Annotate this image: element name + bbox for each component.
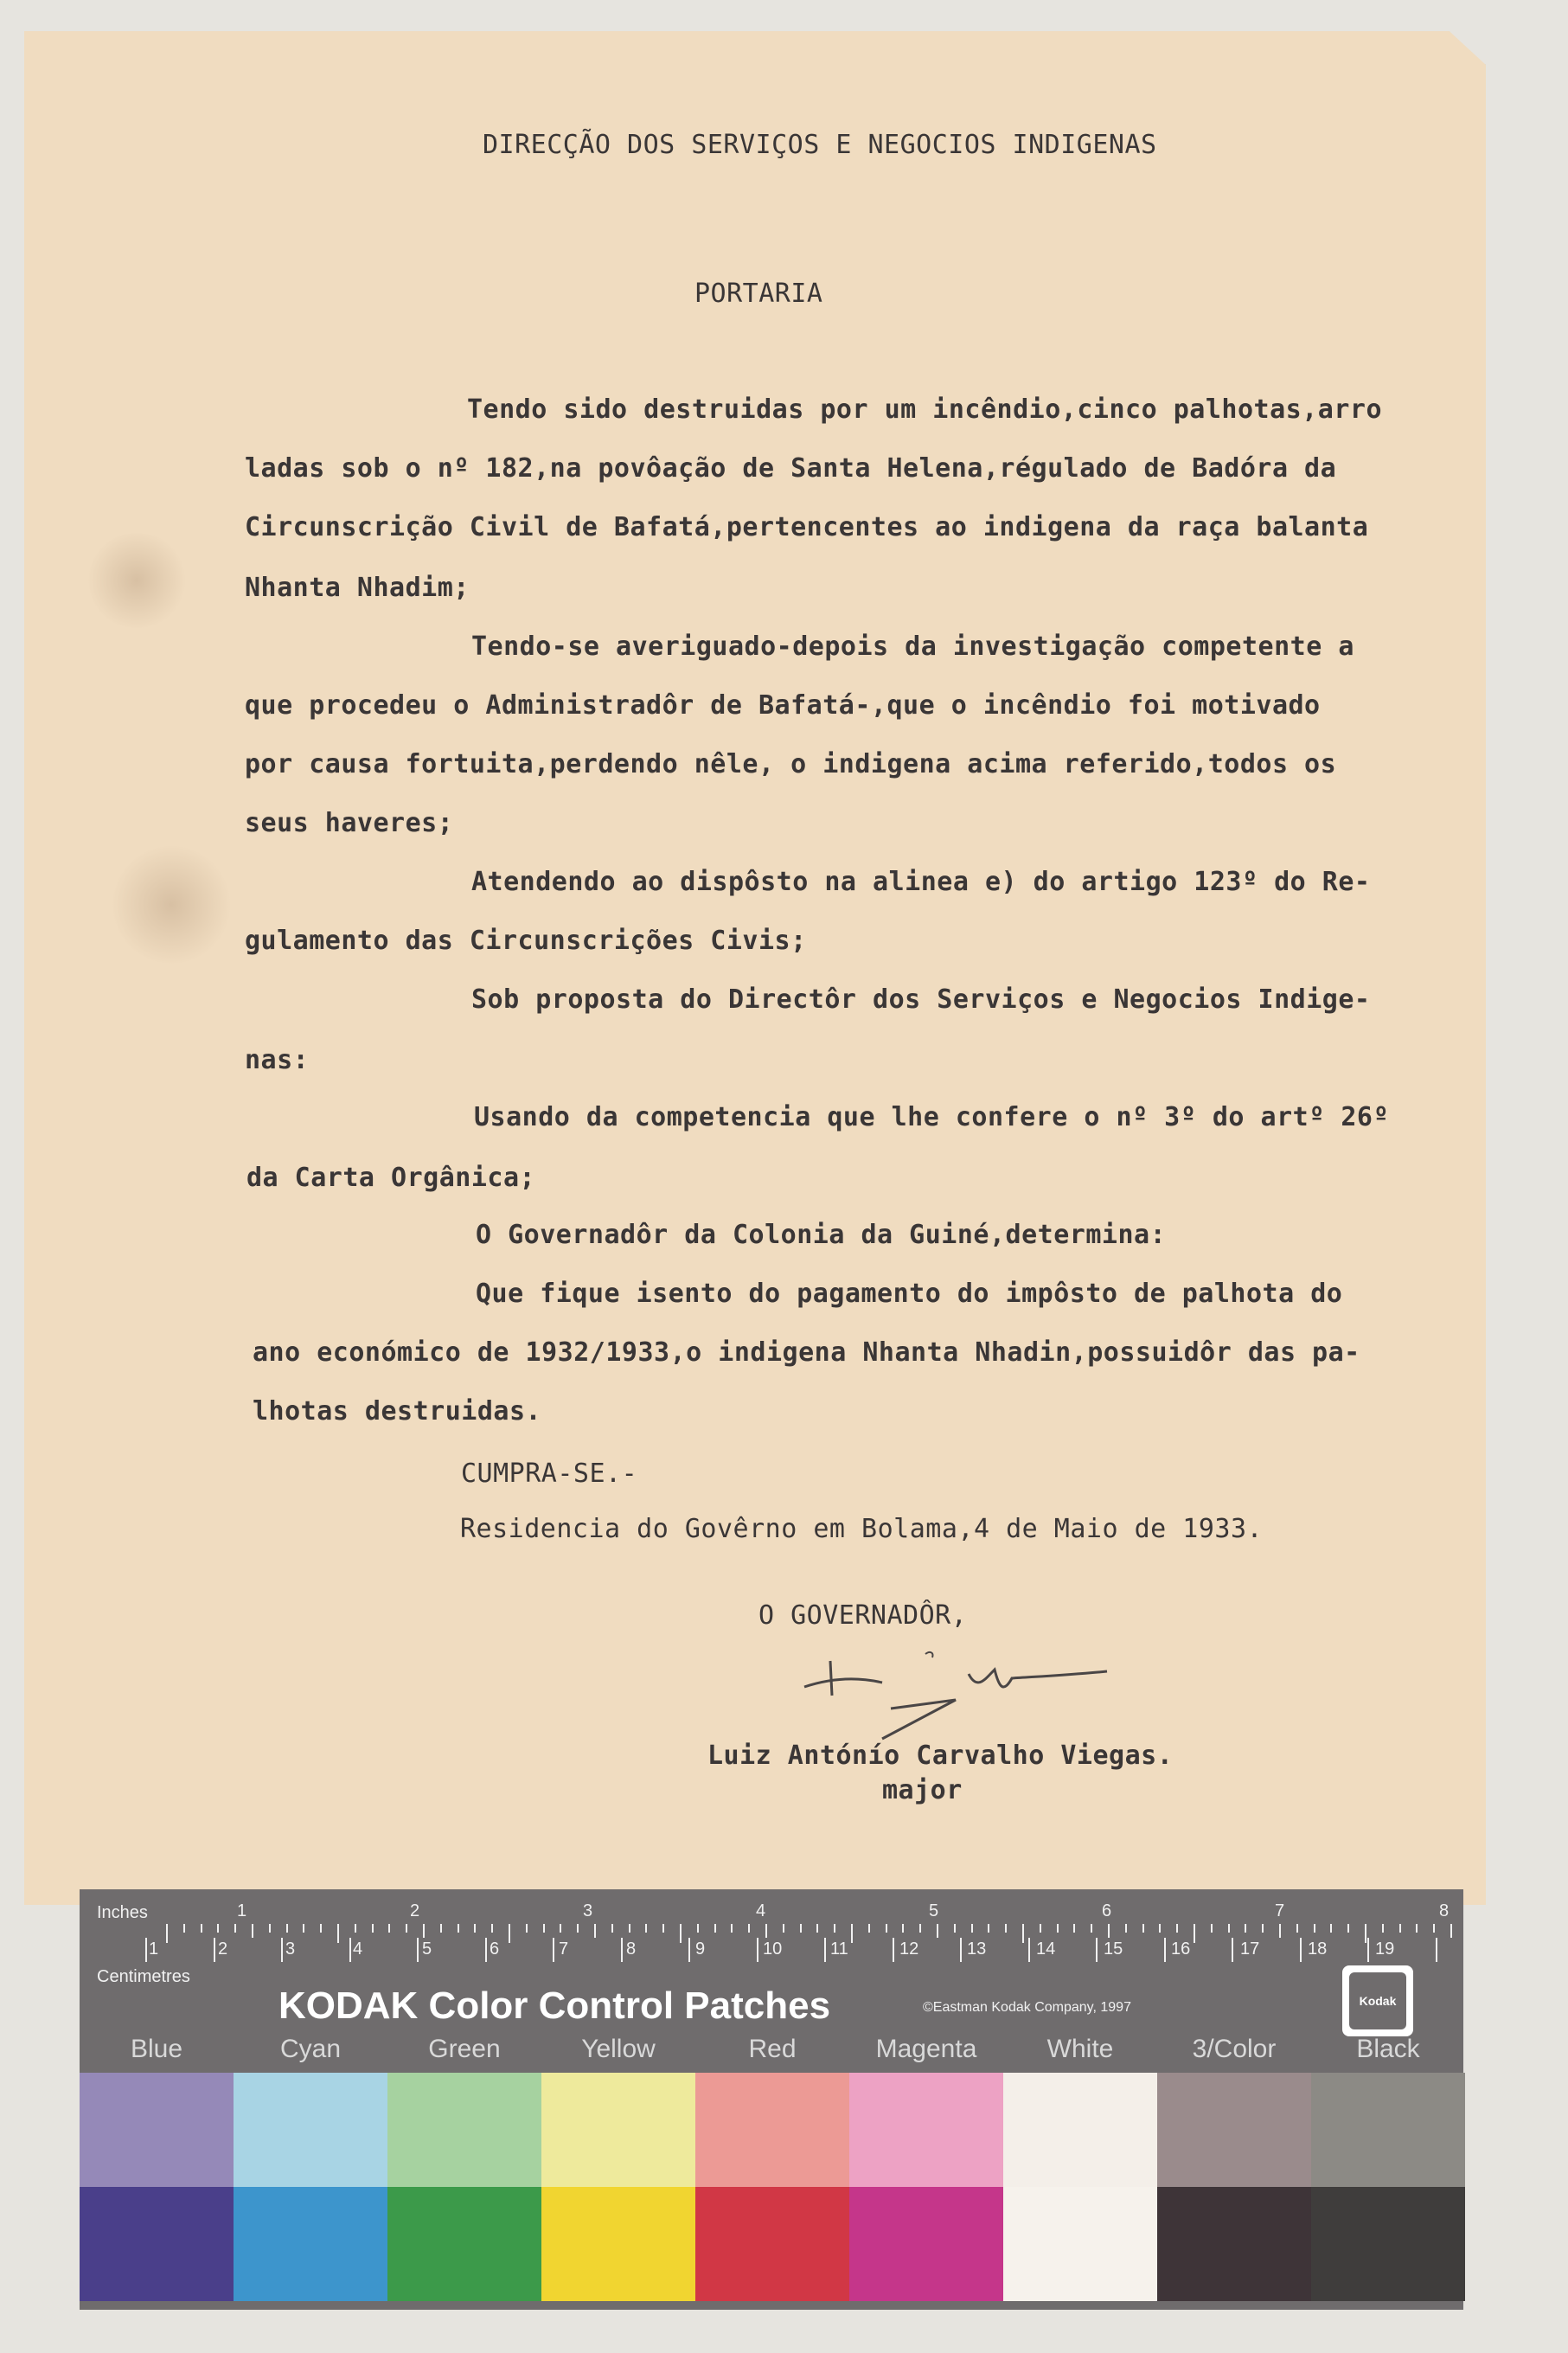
inch-tick — [971, 1924, 973, 1933]
inch-tick — [577, 1924, 579, 1933]
cm-tick — [757, 1938, 758, 1962]
cm-tick — [145, 1938, 147, 1962]
inch-tick — [594, 1924, 596, 1938]
patch-name-green: Green — [428, 2035, 501, 2063]
centimetre-ruler — [80, 1933, 1463, 1986]
cumpra-se-line: CUMPRA-SE.- — [461, 1459, 638, 1489]
paper-stain — [85, 533, 189, 628]
body-line: ladas sob o nº 182,na povôação de Santa Helena,régulado de Badóra da — [245, 453, 1337, 484]
inch-tick — [201, 1924, 202, 1933]
patch-green-bottom — [387, 2187, 541, 2301]
kodak-title: KODAK Color Control Patches — [278, 1984, 831, 2027]
inch-tick — [217, 1924, 219, 1933]
inch-tick — [1194, 1924, 1195, 1943]
body-line: Usando da competencia que lhe confere o nº 3º do artº 26º — [474, 1102, 1390, 1132]
inch-tick — [611, 1924, 613, 1933]
inch-number: 4 — [756, 1901, 766, 1920]
inch-tick — [851, 1924, 853, 1943]
cm-number: 13 — [967, 1939, 987, 1959]
inch-tick — [662, 1924, 664, 1933]
inch-tick — [1416, 1924, 1418, 1933]
inch-tick — [406, 1924, 407, 1933]
inch-tick — [355, 1924, 356, 1933]
inch-tick — [440, 1924, 442, 1933]
inch-tick — [560, 1924, 561, 1933]
cm-tick — [417, 1938, 419, 1962]
signature — [796, 1644, 1124, 1747]
cm-tick — [1028, 1938, 1030, 1962]
patch-cyan-bottom — [234, 2187, 387, 2301]
inch-tick — [731, 1924, 733, 1933]
cm-number: 3 — [285, 1939, 296, 1959]
document-header: DIRECÇÃO DOS SERVIÇOS E NEGOCIOS INDIGENAS — [483, 130, 1157, 160]
cm-tick — [688, 1938, 690, 1962]
inch-tick — [491, 1924, 493, 1933]
inch-number: 8 — [1439, 1901, 1450, 1920]
inches-label: Inches — [97, 1903, 148, 1922]
inch-tick — [1022, 1924, 1024, 1943]
inch-tick — [834, 1924, 835, 1933]
inch-number: 3 — [583, 1901, 593, 1920]
inch-tick — [509, 1924, 510, 1943]
cm-number: 9 — [695, 1939, 706, 1959]
patch-yellow-top — [541, 2073, 695, 2187]
inch-tick — [629, 1924, 630, 1933]
patch-red-bottom — [695, 2187, 849, 2301]
body-line: O Governadôr da Colonia da Guiné,determina: — [476, 1220, 1167, 1250]
body-line: Nhanta Nhadim; — [245, 573, 470, 603]
inch-tick — [1040, 1924, 1041, 1933]
cm-number: 4 — [353, 1939, 363, 1959]
cm-tick — [1367, 1938, 1369, 1962]
inch-tick — [166, 1924, 168, 1943]
date-line: Residencia do Govêrno em Bolama,4 de Maio de 1933. — [460, 1514, 1264, 1544]
cm-number: 19 — [1375, 1939, 1395, 1959]
inch-tick — [474, 1924, 476, 1933]
cm-number: 18 — [1308, 1939, 1328, 1959]
patch-cyan-top — [234, 2073, 387, 2187]
signatory-rank: major — [882, 1775, 963, 1805]
patch-green-top — [387, 2073, 541, 2187]
cm-tick — [621, 1938, 623, 1962]
inch-tick — [303, 1924, 304, 1933]
inch-tick — [748, 1924, 750, 1933]
patch-3color-top — [1157, 2073, 1311, 2187]
inch-tick — [783, 1924, 784, 1933]
cm-tick — [1164, 1938, 1166, 1962]
cm-tick — [553, 1938, 554, 1962]
inch-tick — [1279, 1924, 1281, 1938]
patch-name-red: Red — [748, 2035, 797, 2063]
body-line: Tendo sido destruidas por um incêndio,cinco palhotas,arro — [467, 394, 1383, 425]
inch-tick — [1108, 1924, 1110, 1938]
cm-tick — [824, 1938, 826, 1962]
inch-number: 2 — [410, 1901, 420, 1920]
inch-tick — [816, 1924, 818, 1933]
inch-tick — [337, 1924, 339, 1943]
inch-tick — [1433, 1924, 1435, 1933]
kodak-color-control-strip — [80, 1889, 1463, 2310]
inch-tick — [1211, 1924, 1213, 1933]
body-line: lhotas destruidas. — [253, 1396, 542, 1427]
inch-tick — [1091, 1924, 1092, 1933]
cm-number: 16 — [1171, 1939, 1191, 1959]
patch-3color-bottom — [1157, 2187, 1311, 2301]
closing: O GOVERNADÔR, — [758, 1600, 968, 1631]
patch-red-top — [695, 2073, 849, 2187]
cm-number: 5 — [422, 1939, 432, 1959]
body-line: gulamento das Circunscrições Civis; — [245, 926, 807, 956]
inch-tick — [1159, 1924, 1161, 1933]
inch-tick — [937, 1924, 938, 1938]
body-line: Que fique isento do pagamento do impôsto de palhota do — [476, 1279, 1343, 1309]
inch-tick — [388, 1924, 390, 1933]
cm-tick — [281, 1938, 283, 1962]
inch-tick — [320, 1924, 322, 1933]
cm-tick — [485, 1938, 487, 1962]
cm-tick — [960, 1938, 962, 1962]
inch-tick — [269, 1924, 271, 1933]
body-line: que procedeu o Administradôr de Bafatá-,que o incêndio foi motivado — [245, 690, 1321, 721]
signatory-name: Luiz Antónío Carvalho Viegas. — [707, 1741, 1174, 1771]
inch-tick — [1450, 1924, 1452, 1938]
inch-tick — [526, 1924, 528, 1933]
cm-number: 10 — [763, 1939, 783, 1959]
patch-name-blue: Blue — [130, 2035, 183, 2063]
paper-stain — [111, 844, 232, 965]
cm-number: 1 — [149, 1939, 159, 1959]
cm-tick — [1232, 1938, 1233, 1962]
cm-tick — [214, 1938, 215, 1962]
inch-tick — [1057, 1924, 1059, 1933]
centimetres-label: Centimetres — [97, 1967, 190, 1986]
patch-name-yellow: Yellow — [581, 2035, 656, 2063]
inch-tick — [1347, 1924, 1349, 1933]
body-line: Atendendo ao dispôsto na alinea e) do artigo 123º do Re- — [471, 867, 1371, 897]
patch-black-top — [1311, 2073, 1465, 2187]
inch-tick — [543, 1924, 545, 1933]
inch-tick — [1142, 1924, 1144, 1933]
patch-magenta-top — [849, 2073, 1003, 2187]
patch-black-bottom — [1311, 2187, 1465, 2301]
patch-name-white: White — [1046, 2035, 1114, 2063]
inch-tick — [1245, 1924, 1246, 1933]
inch-tick — [372, 1924, 374, 1933]
body-line: Sob proposta do Directôr dos Serviços e Negocios Indige- — [471, 984, 1371, 1015]
patch-blue-top — [80, 2073, 234, 2187]
patch-name-magenta: Magenta — [875, 2035, 977, 2063]
inch-tick — [714, 1924, 716, 1933]
inch-tick — [868, 1924, 870, 1933]
kodak-copyright: ©Eastman Kodak Company, 1997 — [923, 2000, 1131, 2015]
inch-tick — [423, 1924, 425, 1938]
inch-tick — [458, 1924, 459, 1933]
inch-tick — [234, 1924, 236, 1933]
inch-tick — [1005, 1924, 1007, 1933]
inch-tick — [1125, 1924, 1127, 1933]
patch-blue-bottom — [80, 2187, 234, 2301]
patch-name-3color: 3/Color — [1192, 2035, 1277, 2063]
inch-tick — [697, 1924, 699, 1933]
patch-name-cyan: Cyan — [279, 2035, 342, 2063]
inch-number: 7 — [1275, 1901, 1285, 1920]
cm-number: 17 — [1240, 1939, 1260, 1959]
inch-tick — [1365, 1924, 1366, 1943]
body-line: nas: — [245, 1045, 310, 1075]
patch-magenta-bottom — [849, 2187, 1003, 2301]
cm-tick — [1096, 1938, 1098, 1962]
cm-number: 14 — [1036, 1939, 1056, 1959]
cm-tick — [893, 1938, 894, 1962]
inch-tick — [886, 1924, 887, 1933]
body-line: ano económico de 1932/1933,o indigena Nhanta Nhadin,possuidôr das pa- — [253, 1337, 1360, 1368]
inch-tick — [800, 1924, 802, 1933]
cm-number: 15 — [1104, 1939, 1123, 1959]
kodak-logo-text: Kodak — [1349, 1972, 1406, 2029]
inch-tick — [645, 1924, 647, 1933]
cm-number: 11 — [830, 1939, 848, 1959]
inch-tick — [1176, 1924, 1178, 1933]
inch-number: 1 — [237, 1901, 247, 1920]
inch-number: 5 — [929, 1901, 939, 1920]
inch-tick — [1330, 1924, 1332, 1933]
inch-tick — [1314, 1924, 1315, 1933]
color-patches — [80, 2073, 1463, 2301]
inch-tick — [1399, 1924, 1401, 1933]
inch-tick — [1296, 1924, 1298, 1933]
inch-tick — [252, 1924, 253, 1938]
inch-tick — [988, 1924, 989, 1933]
body-line: por causa fortuita,perdendo nêle, o indigena acima referido,todos os — [245, 749, 1337, 779]
body-line: Circunscrição Civil de Bafatá,pertencentes ao indigena da raça balanta — [245, 512, 1369, 542]
patch-white-bottom — [1003, 2187, 1157, 2301]
inch-tick — [286, 1924, 288, 1933]
inch-tick — [919, 1924, 921, 1933]
inch-tick — [1228, 1924, 1230, 1933]
inch-tick — [1262, 1924, 1264, 1933]
cm-number: 7 — [559, 1939, 569, 1959]
cm-tick — [1436, 1938, 1437, 1962]
patch-names — [80, 2035, 1463, 2064]
patch-yellow-bottom — [541, 2187, 695, 2301]
inch-tick — [1382, 1924, 1384, 1933]
cm-number: 2 — [218, 1939, 228, 1959]
cm-number: 12 — [899, 1939, 919, 1959]
inch-tick — [765, 1924, 767, 1938]
kodak-logo-icon — [1342, 1965, 1413, 2036]
inch-tick — [1073, 1924, 1075, 1933]
cm-number: 8 — [626, 1939, 637, 1959]
inch-number: 6 — [1102, 1901, 1112, 1920]
inch-tick — [902, 1924, 904, 1933]
cm-tick — [1300, 1938, 1302, 1962]
body-line: seus haveres; — [245, 808, 454, 838]
inch-tick — [954, 1924, 956, 1933]
body-line: Tendo-se averiguado-depois da investigação competente a — [471, 632, 1354, 662]
document-title: PORTARIA — [694, 279, 823, 309]
cm-tick — [349, 1938, 351, 1962]
document-page — [24, 31, 1486, 1905]
body-line: da Carta Orgânica; — [246, 1163, 536, 1193]
inch-tick — [680, 1924, 682, 1943]
cm-number: 6 — [490, 1939, 500, 1959]
patch-name-black: Black — [1356, 2035, 1420, 2063]
inch-tick — [183, 1924, 185, 1933]
patch-white-top — [1003, 2073, 1157, 2187]
